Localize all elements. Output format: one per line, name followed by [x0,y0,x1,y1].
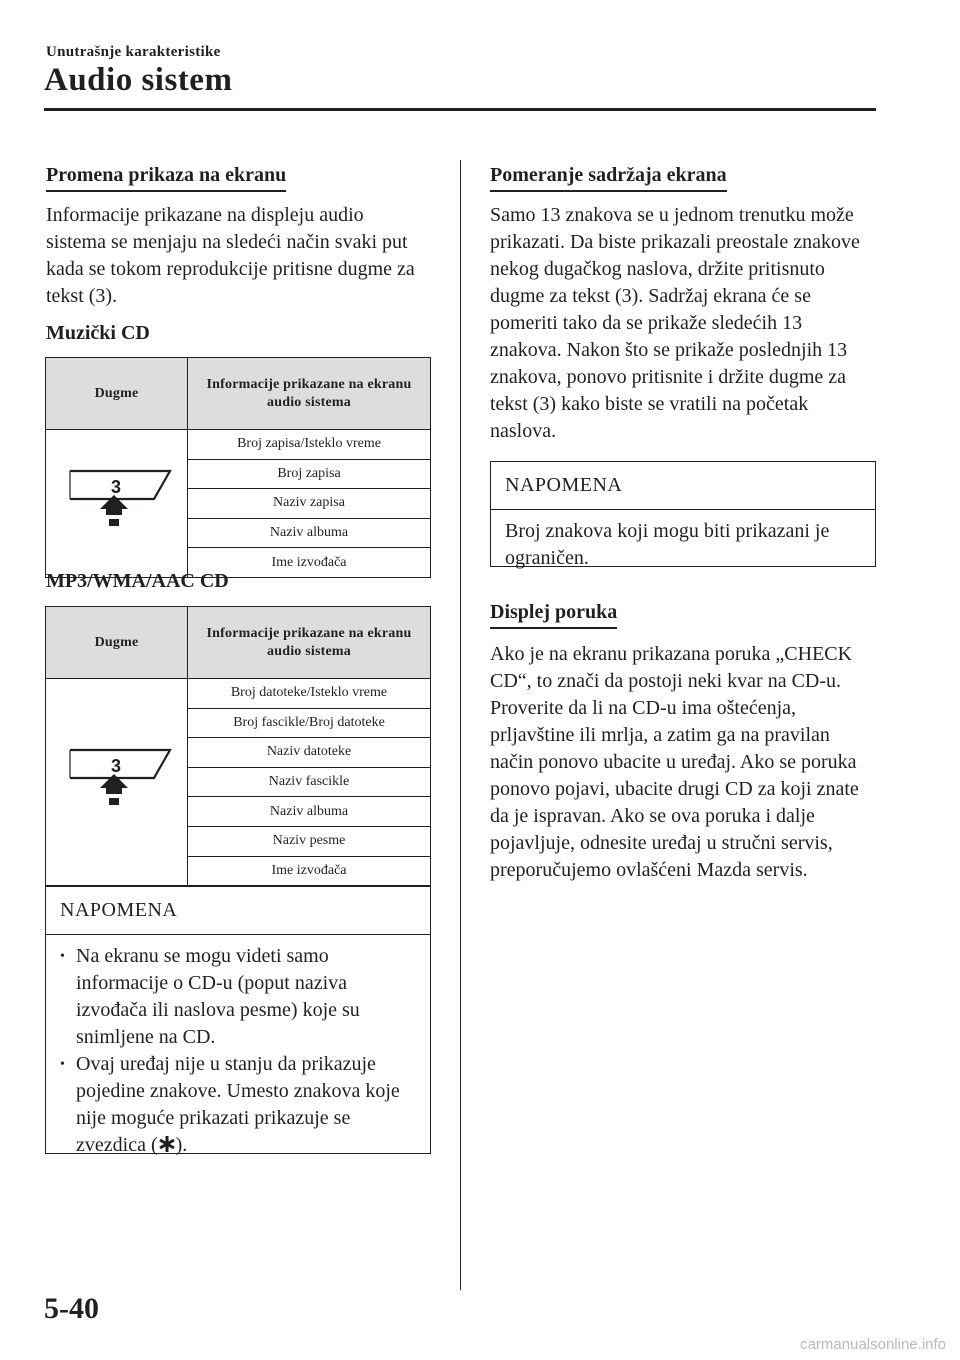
text-button-illustration [46,679,188,886]
col-header-info: Informacije prikazane na ekranu audio sistema [188,358,431,430]
table-row: Broj fascikle/Broj datoteke [188,708,431,738]
message-paragraph: Ako je na ekranu prikazana poruka „CHECK CD“, to znači da postoji neki kvar na CD-u. Proverite da li na CD-u ima oštećenja, prljavštine ili mrlja, a zatim ga na pravilan način ponovo ubacite u uređaj. Ako se poruka ponovo pojavi, ubacite drugi CD za koji znate da je ispravan. Ako se ova poruka i dalje pojavljuje, odnesite uređaj u stručni servis, preporučujemo ovlašćeni Mazda servis. [490,643,859,881]
note-title: NAPOMENA [46,887,430,935]
table-row: Broj zapisa/Isteklo vreme [188,430,431,460]
col-header-info: Informacije prikazane na ekranu audio sistema [188,607,431,679]
table-row: Ime izvođača [188,856,431,886]
note-bullet-text: Ovaj uređaj nije u stanju da prikazuje pojedine znakove. Umesto znakova koje nije moguće prikazati prikazuje se zvezdica ( [76,1053,400,1156]
section-label: Unutrašnje karakteristike [46,44,221,60]
note-body [46,935,430,1169]
note-body: Broj znakova koji mogu biti prikazani je ograničen. [505,520,830,569]
text-button-icon [58,465,176,537]
table-row: Broj datoteke/Isteklo vreme [188,679,431,709]
table-row: Broj zapisa [188,459,431,489]
cd-table-title: Muzički CD [46,322,150,344]
text-button-illustration [46,430,188,578]
note-title: NAPOMENA [491,462,875,510]
note-bullet-end: ). [175,1134,188,1156]
table-row: Naziv albuma [188,518,431,548]
note-box-right [490,461,876,567]
asterisk-icon [158,1135,176,1153]
table-row: Naziv pesme [188,826,431,856]
cd-info-table [45,357,431,578]
button-number: 3 [110,755,121,776]
note-bullet-text: Na ekranu se mogu videti samo informacije o CD-u (poput naziva izvođača ili naslova pesme) koje su snimljene na CD. [76,945,360,1048]
watermark: carmanualsonline.info [800,1336,946,1353]
scroll-paragraph: Samo 13 znakova se u jednom trenutku može prikazati. Da biste prikazali preostale znakove nekog dugačkog naslova, držite pritisnuto dugme za tekst (3). Sadržaj ekrana će se pomeriti tako da se prikaže sledećih 13 znakova. Nakon što se prikaže poslednjih 13 znakova, ponovo pritisnite i držite dugme za tekst (3) kako biste se vratili na početak naslova. [490,204,860,442]
column-divider [460,160,461,1290]
header-rule [44,108,876,111]
bullet-marker: • [60,1057,65,1072]
heading-scroll: Pomeranje sadržaja ekrana [490,164,727,192]
table-row: Naziv fascikle [188,767,431,797]
page-number: 5-40 [44,1292,99,1325]
note-bullet [60,943,416,1051]
heading-display-change: Promena prikaza na ekranu [46,164,286,192]
mp3-table-title: MP3/WMA/AAC CD [46,570,229,592]
table-row: Naziv zapisa [188,489,431,519]
note-box-left [45,886,431,1154]
note-bullet [60,1051,416,1159]
button-number: 3 [110,476,121,497]
heading-message-display: Displej poruka [490,601,617,629]
bullet-marker: • [60,949,65,964]
col-header-button: Dugme [46,358,188,430]
text-button-icon [58,744,176,816]
page-title: Audio sistem [44,62,233,98]
mp3-info-table [45,606,431,886]
col-header-button: Dugme [46,607,188,679]
table-row: Naziv albuma [188,797,431,827]
intro-paragraph: Informacije prikazane na displeju audio sistema se menjaju na sledeći način svaki put kada se tokom reprodukcije pritisne dugme za tekst (3). [46,204,415,307]
table-row: Naziv datoteke [188,738,431,768]
table-row: Ime izvođača [188,548,431,578]
note-bullet-text-wrap [76,1051,416,1159]
